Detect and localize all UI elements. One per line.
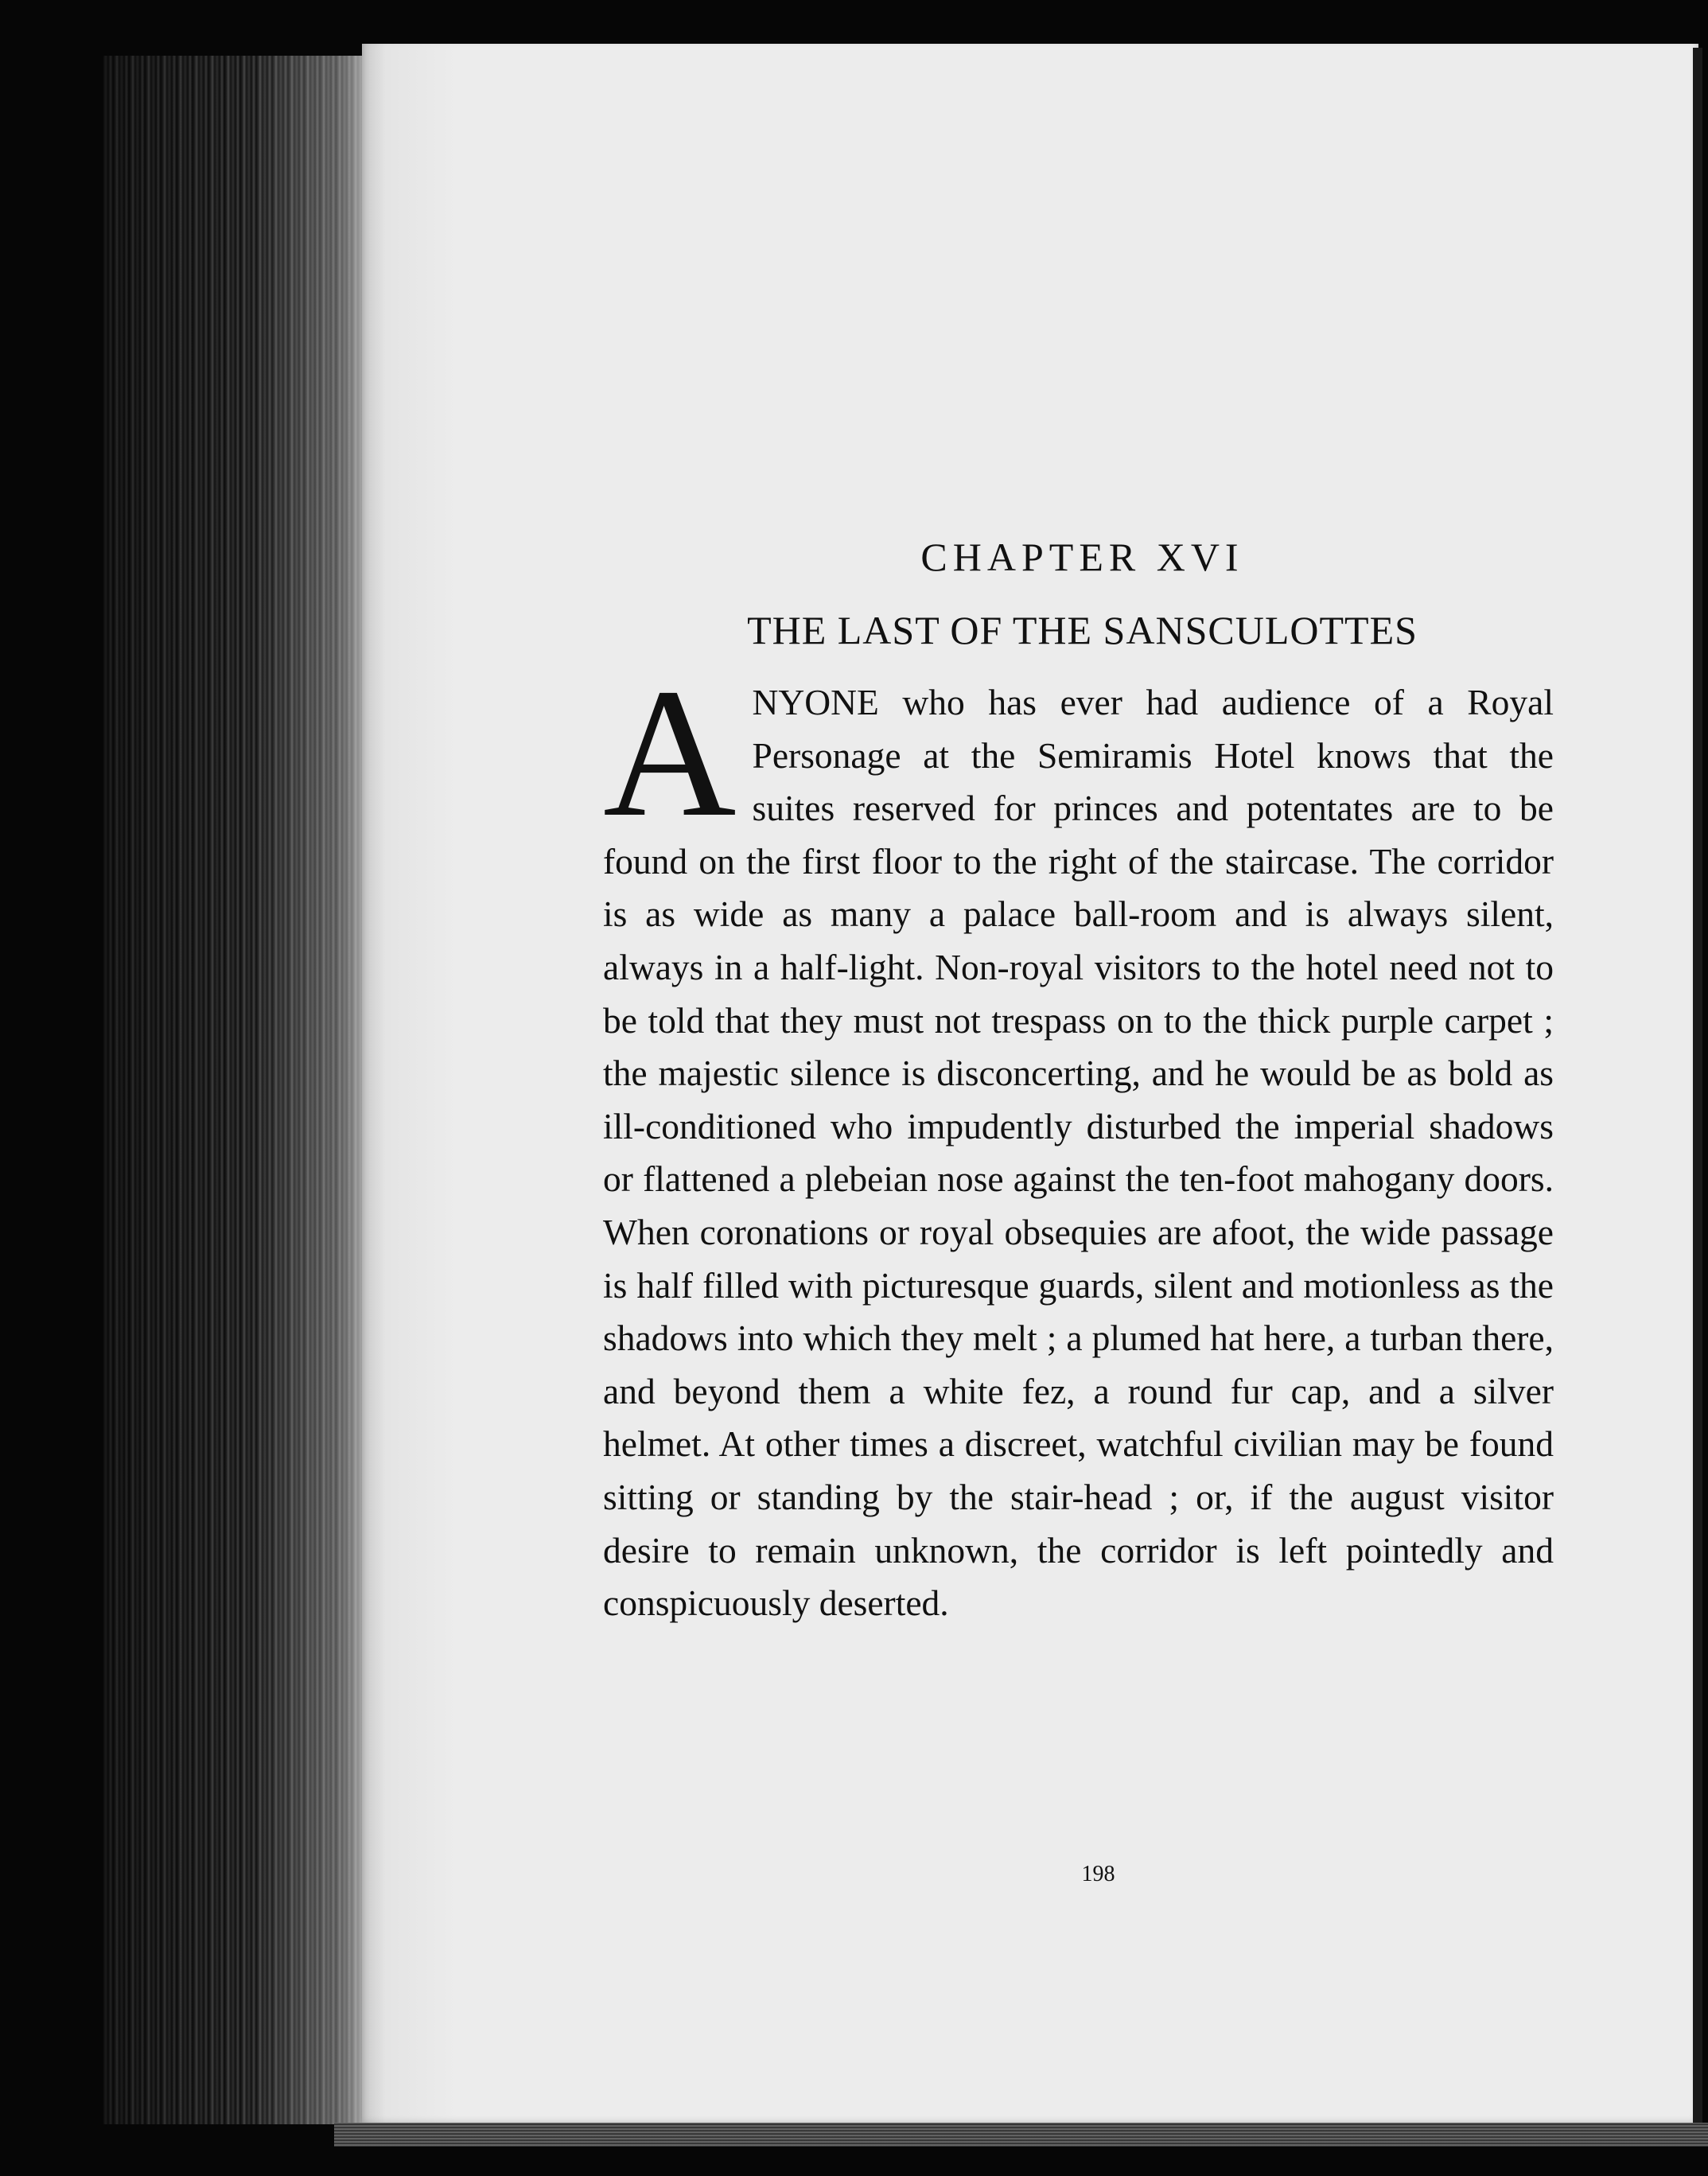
chapter-number: CHAPTER XVI [920, 535, 1244, 579]
drop-cap: A [603, 651, 737, 855]
chapter-body-paragraph [603, 651, 1554, 1630]
page-right-edge [1693, 48, 1702, 2132]
page-bottom-edge [334, 2123, 1708, 2147]
page-edges [103, 56, 374, 2124]
page-number: 198 [1081, 1862, 1115, 1886]
chapter-title: THE LAST OF THE SANSCULOTTES [747, 608, 1418, 652]
page-text-block [603, 533, 1554, 1886]
paragraph-text: NYONE who has ever had audience of a Royal Personage at the Semiramis Hotel knows that the suites reserved for princes and potentates are to be found on the first floor to the right of the staircase. The corridor is as wide as many a palace ball-room and is always silent, always in a half-light. Non-royal visitors to the hotel need not to be told that they must not trespass on to the thick purple carpet ; the majestic silence is disconcerting, and he would be as bold as ill-conditioned who impudently disturbed the imperial shadows or flattened a plebeian nose against the ten-foot mahogany doors. When coronations or royal obsequies are afoot, the wide passage is half filled with picturesque guards, silent and motionless as the shadows into which they melt ; a plumed hat here, a turban there, and beyond them a white fez, a round fur cap, and a silver helmet. At other times a discreet, watchful civilian may be found sitting or standing by the stair-head ; or, if the august visitor desire to remain unknown, the corridor is left pointedly and conspicuously deserted. [603, 682, 1554, 1624]
